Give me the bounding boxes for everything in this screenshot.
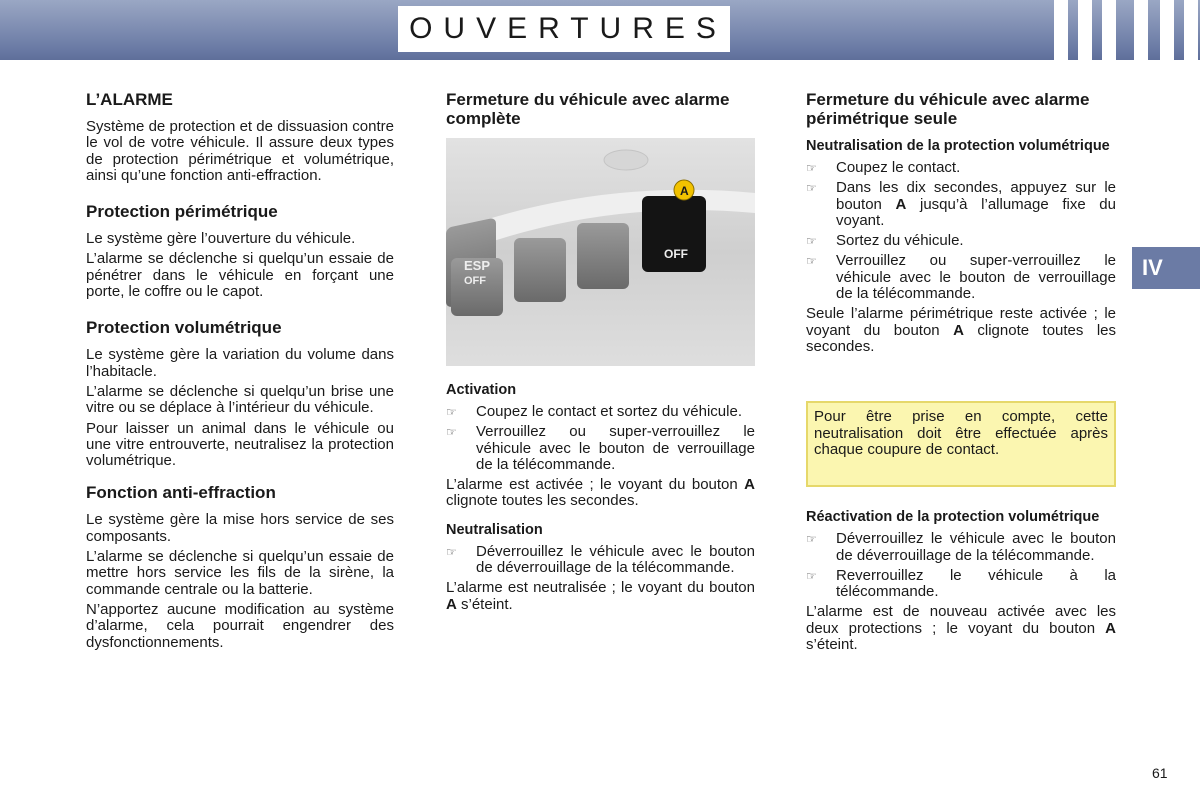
heading-activation: Activation <box>446 382 517 398</box>
list-item: ☞ Coupez le contact et sortez du véhicule. <box>446 403 742 420</box>
heading-neutralisation: Neutralisation <box>446 521 543 538</box>
info-note-text: Pour être prise en compte, cette neutralisation doit être effectuée après chaque coupure de contact. <box>814 408 1108 458</box>
switch-panel-illustration <box>446 138 755 366</box>
heading-anti-effraction: Fonction anti-effraction <box>86 483 276 503</box>
esp-off-label: OFF <box>464 275 486 287</box>
reactivation-result: L’alarme est de nouveau activée avec les deux protections ; le voyant du bouton A s’éteint. <box>806 603 1116 654</box>
reactivation-list <box>806 531 1116 600</box>
anti-text-1: Le système gère la mise hors service de ses composants. <box>86 511 394 545</box>
dashboard-switch-photo <box>446 138 755 366</box>
page-number: 61 <box>1152 765 1168 781</box>
list-item: ☞ Déverrouillez le véhicule avec le bouton de déverrouillage de la télécommande. <box>806 530 1116 564</box>
heading-alarme-perimetrique-seule: Fermeture du véhicule avec alarme périmétrique seule <box>806 90 1090 128</box>
vol-text-3: Pour laisser un animal dans le véhicule ou une vitre entrouverte, neutralisez la protection volumétrique. <box>86 419 394 470</box>
anti-text-3: N’apportez aucune modification au système d’alarme, cela pourrait engendrer des dysfonctionnements. <box>86 600 394 651</box>
activation-result: L’alarme est activée ; le voyant du bouton A clignote toutes les secondes. <box>446 476 755 510</box>
heading-neutral-volumetrique: Neutralisation de la protection volumétrique <box>806 138 1110 154</box>
vol-text-1: Le système gère la variation du volume dans l’habitacle. <box>86 346 394 380</box>
hand-pointer-icon: ☞ <box>446 425 457 440</box>
chapter-tab: IV <box>1132 247 1200 289</box>
perimetrique-seule-result: Seule l’alarme périmétrique reste activée ; le voyant du bouton A clignote toutes les secondes. <box>806 305 1116 355</box>
hand-pointer-icon: ☞ <box>446 405 457 419</box>
label-a-marker: A <box>680 184 689 198</box>
heading-alarme-complete: Fermeture du véhicule avec alarme complète <box>446 90 730 128</box>
peri-text-2: L’alarme se déclenche si quelqu’un essaie de pénétrer dans le véhicule en forçant une porte, le coffre ou le capot. <box>86 250 394 301</box>
alarm-off-label: OFF <box>664 247 688 261</box>
list-item: ☞ Dans les dix secondes, appuyez sur le bouton A jusqu’à l’allumage fixe du voyant. <box>806 179 1116 229</box>
esp-label: ESP <box>464 258 491 273</box>
vol-text-2: L’alarme se déclenche si quelqu’un brise une vitre ou se déplace à l’intérieur du véhicule. <box>86 382 394 417</box>
activation-list <box>446 404 755 473</box>
column-3 <box>806 90 1116 657</box>
column-1 <box>86 90 394 665</box>
heading-reactivation: Réactivation de la protection volumétrique <box>806 509 1100 526</box>
hand-pointer-icon: ☞ <box>446 544 457 559</box>
list-item: ☞ Sortez du véhicule. <box>806 232 964 250</box>
list-item: ☞ Coupez le contact. <box>806 159 961 176</box>
neutralisation-result: L’alarme est neutralisée ; le voyant du bouton A s’éteint. <box>446 579 755 613</box>
list-item: ☞ Verrouillez ou super-verrouillez le véhicule avec le bouton de verrouillage de la télécommande. <box>446 423 755 473</box>
neutralisation-list <box>446 544 755 577</box>
list-item: ☞ Déverrouillez le véhicule avec le bouton de déverrouillage de la télécommande. <box>446 542 755 577</box>
heading-perimetrique: Protection périmétrique <box>86 202 278 222</box>
hand-pointer-icon: ☞ <box>806 181 817 196</box>
neutral-steps-list <box>806 160 1116 302</box>
hand-pointer-icon: ☞ <box>806 161 817 175</box>
list-item: ☞ Verrouillez ou super-verrouillez le véhicule avec le bouton de verrouillage de la télécommande. <box>806 252 1116 303</box>
info-note-box <box>806 401 1116 487</box>
page-title: OUVERTURES <box>398 6 730 52</box>
hand-pointer-icon: ☞ <box>806 532 817 547</box>
peri-text-1: Le système gère l’ouverture du véhicule. <box>86 230 356 248</box>
hand-pointer-icon: ☞ <box>806 234 817 249</box>
list-item: ☞ Reverrouillez le véhicule à la télécommande. <box>806 566 1116 601</box>
heading-volumetrique: Protection volumétrique <box>86 318 282 338</box>
hand-pointer-icon: ☞ <box>806 254 817 269</box>
hand-pointer-icon: ☞ <box>806 568 817 583</box>
heading-alarme: L’ALARME <box>86 90 173 109</box>
intro-text: Système de protection et de dissuasion contre le vol de votre véhicule. Il assure deux types de protection périmétrique et volumétrique, ainsi qu’une fonction anti-effraction. <box>86 118 394 184</box>
page-header <box>0 0 1200 60</box>
anti-text-2: L’alarme se déclenche si quelqu’un essaie de mettre hors service les fils de la sirène, la commande centrale ou la batterie. <box>86 548 394 598</box>
column-2 <box>446 90 755 617</box>
